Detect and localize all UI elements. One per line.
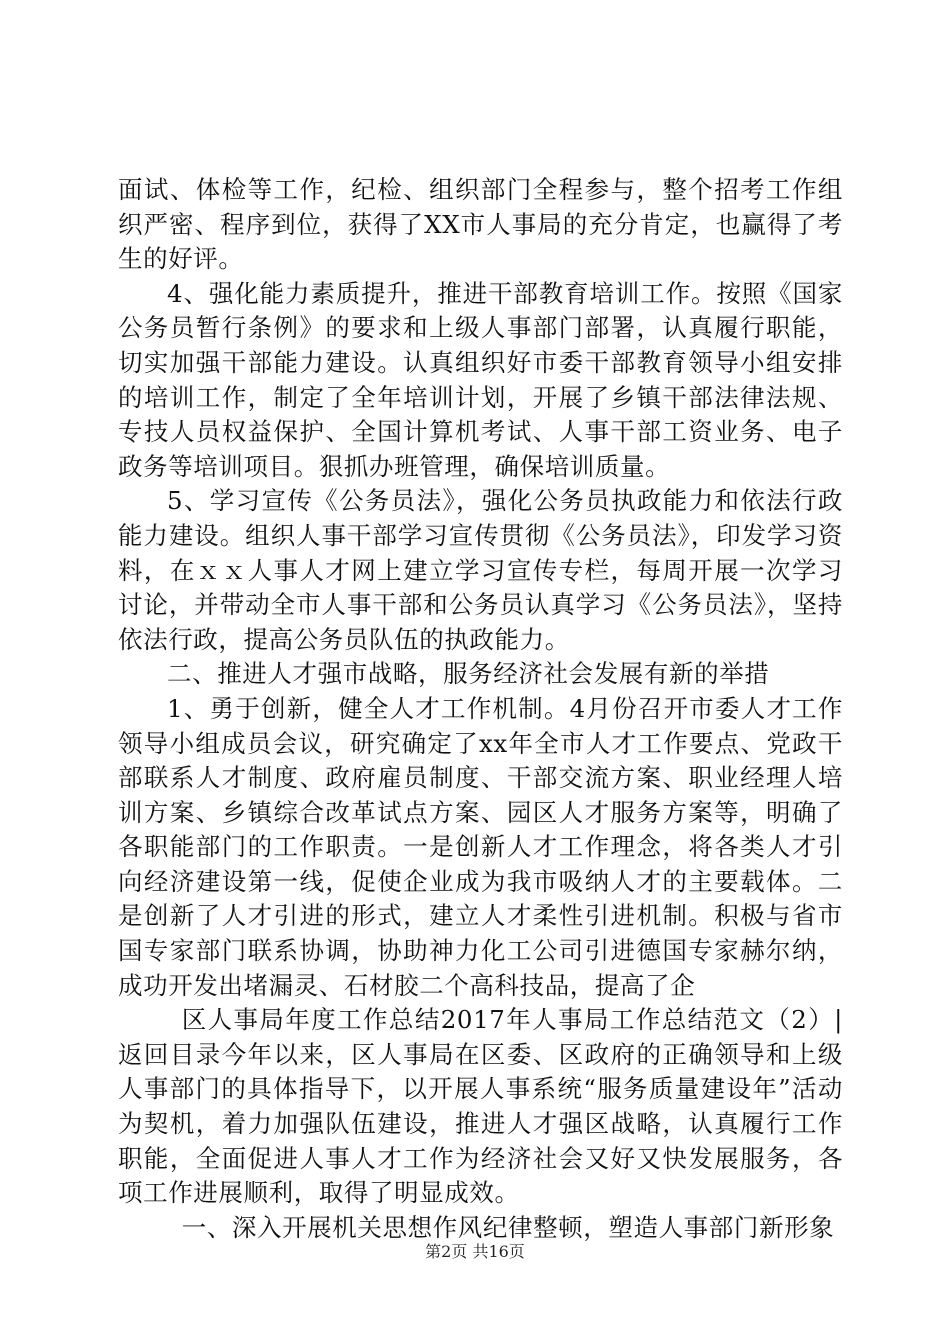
paragraph-district-summary: 区人事局年度工作总结2017年人事局工作总结范文（2）|返回目录今年以来，区人事局在区委、区政府的正确领导和上级人事部门的具体指导下，以开展人事系统“服务质量建设年”活动为契机，着力加强队伍建设，推进人才强区战略，认真履行工作职能，全面促进人事人才工作为经济社会又好又快发展服务，各项工作进展顺利，取得了明显成效。: [118, 1005, 843, 1208]
paragraph-training: 4、强化能力素质提升，推进干部教育培训工作。按照《国家公务员暂行条例》的要求和上级人事部门部署，认真履行职能，切实加强干部能力建设。认真组织好市委干部教育领导小组安排的培训工作，制定了全年培训计划，开展了乡镇干部法律法规、专技人员权益保护、全国计算机考试、人事干部工资业务、电子政务等培训项目。狠抓办班管理，确保培训质量。: [118, 278, 843, 481]
document-body: [118, 173, 843, 1245]
paragraph-talent-mechanism: 1、勇于创新，健全人才工作机制。4月份召开市委人才工作领导小组成员会议，研究确定了xx年全市人才工作要点、党政干部联系人才制度、政府雇员制度、干部交流方案、职业经理人培训方案、乡镇综合改革试点方案、园区人才服务方案等，明确了各职能部门的工作职责。一是创新人才工作理念，将各类人才引向经济建设第一线，促使企业成为我市吸纳人才的主要载体。二是创新了人才引进的形式，建立人才柔性引进机制。积极与省市国专家部门联系协调，协助神力化工公司引进德国专家赫尔纳，成功开发出堵漏灵、石材胶二个高科技品，提高了企: [118, 693, 843, 1000]
paragraph-civil-servant-law: 5、学习宣传《公务员法》，强化公务员执政能力和依法行政能力建设。组织人事干部学习宣传贯彻《公务员法》，印发学习资料，在ｘｘ人事人才网上建立学习宣传专栏，每周开展一次学习讨论，并带动全市人事干部和公务员认真学习《公务员法》，坚持依法行政，提高公务员队伍的执政能力。: [118, 486, 843, 654]
section-heading-talent-strategy: 二、推进人才强市战略，服务经济社会发展有新的举措: [167, 659, 770, 689]
paragraph-recruitment: 面试、体检等工作，纪检、组织部门全程参与，整个招考工作组织严密、程序到位，获得了XX市人事局的充分肯定，也赢得了考生的好评。: [118, 175, 843, 274]
page-number-footer: 第2页 共16页: [425, 1242, 525, 1261]
section-heading-rectification: 一、深入开展机关思想作风纪律整顿，塑造人事部门新形象: [181, 1212, 835, 1242]
